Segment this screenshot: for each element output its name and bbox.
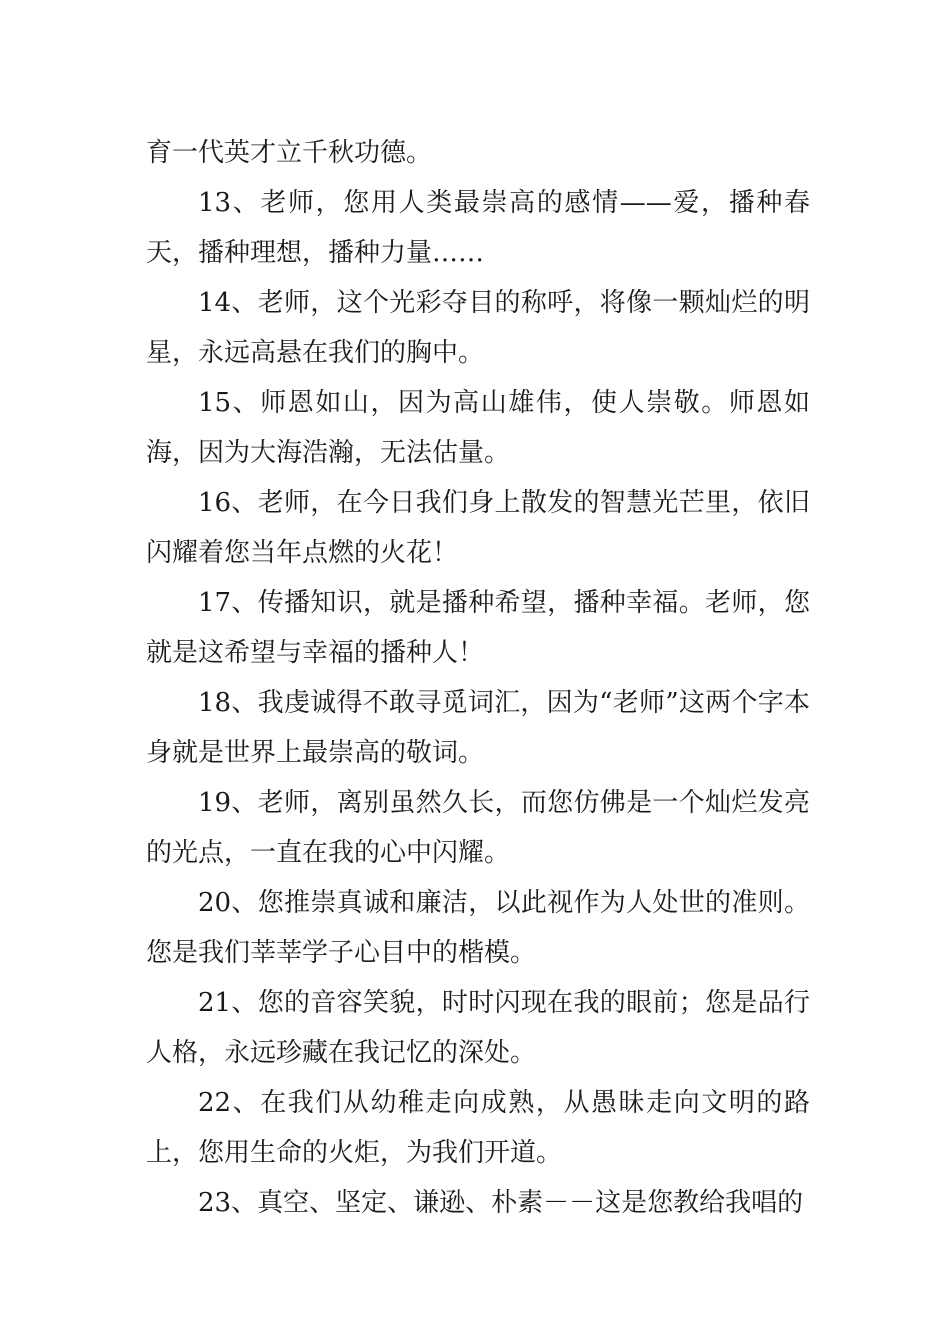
paragraph-18: 18、我虔诚得不敢寻觅词汇，因为“老师”这两个字本身就是世界上最崇高的敬词。 [146,688,810,768]
paragraph-20: 20、您推崇真诚和廉洁，以此视作为人处世的准则。您是我们莘莘学子心目中的楷模。 [146,888,810,968]
paragraph-21: 21、您的音容笑貌，时时闪现在我的眼前；您是品行人格，永远珍藏在我记忆的深处。 [146,988,810,1068]
paragraph-13: 13、老师，您用人类最崇高的感情——爱，播种春天，播种理想，播种力量…… [146,188,810,268]
document-body [146,128,810,1228]
paragraph-17: 17、传播知识，就是播种希望，播种幸福。老师，您就是这希望与幸福的播种人！ [146,588,810,668]
paragraph-16: 16、老师，在今日我们身上散发的智慧光芒里，依旧闪耀着您当年点燃的火花！ [146,488,810,568]
paragraph-19: 19、老师，离别虽然久长，而您仿佛是一个灿烂发亮的光点，一直在我的心中闪耀。 [146,788,810,868]
paragraph-22: 22、在我们从幼稚走向成熟，从愚昧走向文明的路上，您用生命的火炬，为我们开道。 [146,1088,810,1168]
paragraph-14: 14、老师，这个光彩夺目的称呼，将像一颗灿烂的明星，永远高悬在我们的胸中。 [146,288,810,368]
paragraph-15: 15、师恩如山，因为高山雄伟，使人崇敬。师恩如海，因为大海浩瀚，无法估量。 [146,388,810,468]
paragraph-continuation: 育一代英才立千秋功德。 [146,138,433,168]
paragraph-23: 23、真空、坚定、谦逊、朴素－－这是您教给我唱的 [198,1188,804,1218]
